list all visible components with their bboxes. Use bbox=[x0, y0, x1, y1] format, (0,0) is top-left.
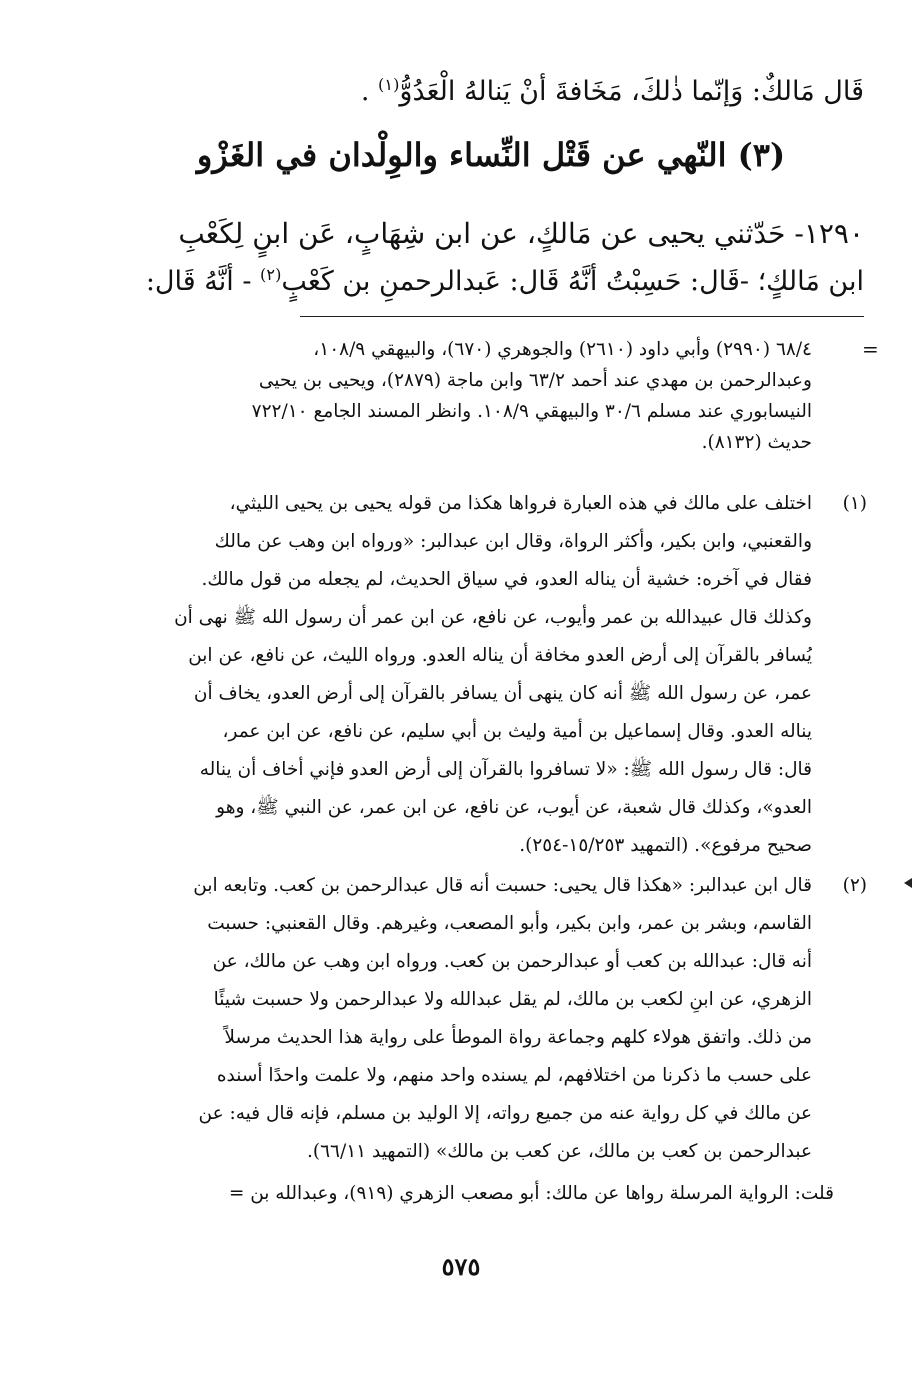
footnote-2-line: قال ابن عبدالبر: «هكذا قال يحيى: حسبت أنه قال عبدالرحمن بن كعب. وتابعه ابن bbox=[193, 875, 812, 896]
continuation-mark: = bbox=[862, 337, 879, 361]
main-text-line-1: قَال مَالكٌ: وَإنّما ذٰلكَ، مَخَافةَ أنْ يَنالهُ الْعَدُوُّ$^{(١)}$ . bbox=[360, 75, 864, 107]
footnote-2-line: الزهري، عن ابنٍ لكعب بن مالك، لم يقل عبدالله ولا عبدالرحمن ولا حسبت شيئًا bbox=[213, 989, 812, 1010]
footnote-1-line: يناله العدو. وقال إسماعيل بن أمية وليث بن أبي سليم، عن نافع، عن ابن عمر، bbox=[222, 721, 812, 742]
footnote-2-line: عن مالك في كل رواية عنه من جميع رواته، إلا الوليد بن مسلم، فإنه قال فيه: عن bbox=[198, 1103, 812, 1124]
footnote-1-line: عمر، عن رسول الله ﷺ أنه كان ينهى أن يسافر بالقرآن إلى أرض العدو، يخاف أن bbox=[193, 683, 812, 704]
footnote-2-line: عبدالرحمن بن كعب بن مالك، عن كعب بن مالك» (التمهيد ٦٦/١١). bbox=[307, 1141, 812, 1162]
footnote-prev-line: النيسابوري عند مسلم ٣٠/٦ والبيهقي ١٠٨/٩. وانظر المسند الجامع ٧٢٢/١٠ bbox=[251, 401, 812, 422]
footnote-separator bbox=[300, 316, 864, 317]
footnote-1-marker: (١) bbox=[842, 493, 867, 514]
footnote-prev-line: ٦٨/٤ (٢٩٩٠) وأبي داود (٢٦١٠) والجوهري (٦٧٠)، والبيهقي ١٠٨/٩، bbox=[313, 339, 812, 360]
footnote-ref-2[interactable]: (٢) bbox=[260, 265, 282, 284]
footnote-1-line: يُسافر بالقرآن إلى أرض العدو مخافة أن يناله العدو. ورواه الليث، عن نافع، عن ابن bbox=[188, 645, 812, 666]
footnote-2-line: على حسب ما ذكرنا من اختلافهم، لم يسنده واحد منهم، ولا علمت واحدًا أسنده bbox=[216, 1065, 812, 1086]
chapter-heading: (٣) النّهي عن قَتْل النِّساء والوِلْدان في الغَزْو bbox=[196, 136, 786, 174]
footnote-2-line: من ذلك. واتفق هولاء كلهم وجماعة رواة الموطأ على رواية هذا الحديث مرسلاً bbox=[224, 1027, 812, 1048]
footnote-1-line: وكذلك قال عبيدالله بن عمر وأيوب، عن نافع، عن ابن عمر أن رسول الله ﷺ نهى أن bbox=[174, 607, 812, 628]
footnote-closing-line: قلت: الرواية المرسلة رواها عن مالك: أبو مصعب الزهري (٩١٩)، وعبدالله بن = bbox=[228, 1183, 834, 1204]
page-number: ٥٧٥ bbox=[441, 1252, 481, 1281]
footnote-1-line: العدو»، وكذلك قال شعبة، عن أيوب، عن نافع، عن ابن عمر، عن النبي ﷺ، وهو bbox=[216, 797, 812, 818]
margin-arrow-marker bbox=[904, 878, 912, 888]
hadith-line-2: ابن مَالكٍ؛ -قَال: حَسِبْتُ أنَّهُ قَال: عَبدالرحمنِ بن كَعْبٍ$^{(٢)}$ - أنَّهُ قَال: bbox=[145, 265, 864, 297]
footnote-prev-line: حديث (٨١٣٢). bbox=[701, 432, 812, 453]
footnote-2-marker: (٢) bbox=[842, 875, 867, 896]
footnote-2-line: أنه قال: عبدالله بن كعب أو عبدالرحمن بن كعب. ورواه ابن وهب عن مالك، عن bbox=[212, 951, 812, 972]
footnote-2-line: القاسم، وبشر بن عمر، وابن بكير، وأبو المصعب، وغيرهم. وقال القعنبي: حسبت bbox=[207, 913, 812, 934]
footnote-1-line: والقعنبي، وابن بكير، وأكثر الرواة، وقال ابن عبدالبر: «ورواه ابن وهب عن مالك bbox=[214, 531, 812, 552]
footnote-1-line: فقال في آخره: خشية أن يناله العدو، في سياق الحديث، لم يجعله من قول مالك. bbox=[201, 569, 812, 590]
hadith-line-1: ١٢٩٠- حَدّثني يحيى عن مَالكٍ، عن ابن شِهَابٍ، عَن ابنٍ لِكَعْبِ bbox=[178, 217, 864, 250]
footnote-1-line: قال: قال رسول الله ﷺ: «لا تسافروا بالقرآن إلى أرض العدو فإني أخاف أن يناله bbox=[199, 759, 812, 780]
footnote-1-line: صحيح مرفوع». (التمهيد ١٥/٢٥٣-٢٥٤). bbox=[519, 835, 812, 856]
footnote-ref-1[interactable]: (١) bbox=[378, 75, 400, 94]
footnote-prev-line: وعبدالرحمن بن مهدي عند أحمد ٦٣/٢ وابن ماجة (٢٨٧٩)، ويحيى بن يحيى bbox=[258, 370, 812, 391]
footnote-1-line: اختلف على مالك في هذه العبارة فرواها هكذا من قوله يحيى بن يحيى الليثي، bbox=[229, 493, 812, 514]
